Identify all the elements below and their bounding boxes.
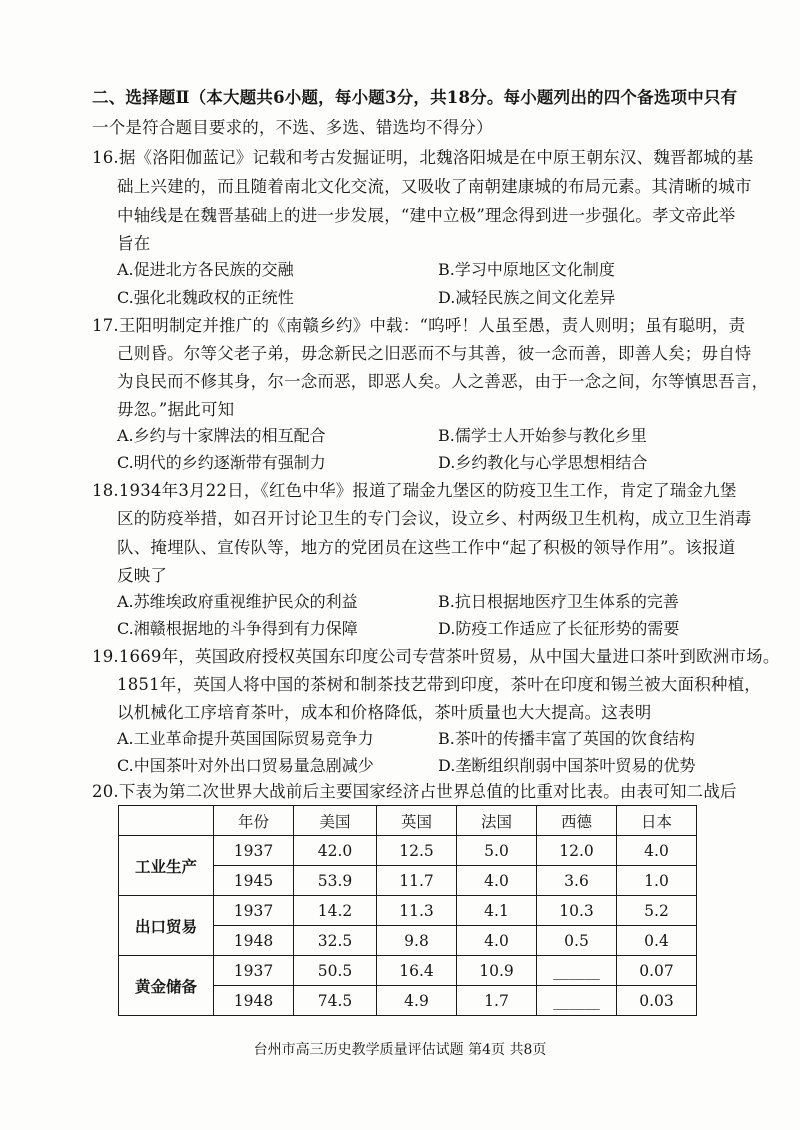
- table-cell: 12.0: [537, 836, 617, 866]
- q17-option-d: D.乡约教化与心学思想相结合: [438, 453, 648, 472]
- table-cell: 4.0: [457, 866, 537, 896]
- table-row: [119, 836, 697, 866]
- table-cell: 1937: [214, 956, 294, 986]
- table-cell: 3.6: [537, 866, 617, 896]
- table-cell: 1.0: [617, 866, 697, 896]
- q19-line-2: 1851年，英国人将中国的茶树和制茶技艺带到印度，茶叶在印度和锡兰被大面积种植，: [117, 675, 761, 694]
- row-group-label: 工业生产: [119, 836, 214, 896]
- table-cell: 11.7: [377, 866, 457, 896]
- table-cell: 0.5: [537, 926, 617, 956]
- table-header-cell: 美国: [294, 806, 377, 836]
- section-header-line-2: 一个是符合题目要求的，不选、多选、错选均不得分）: [92, 118, 493, 137]
- q16-option-c: C.强化北魏政权的正统性: [117, 288, 294, 307]
- table-header-cell: 英国: [377, 806, 457, 836]
- page-footer: 台州市高三历史教学质量评估试题 第4页 共8页: [253, 1042, 547, 1058]
- table-cell: 4.1: [457, 896, 537, 926]
- row-group-label: 出口贸易: [119, 896, 214, 956]
- table-cell: 4.9: [377, 986, 457, 1016]
- q19-line-3: 以机械化工序培育茶叶，成本和价格降低，茶叶质量也大大提高。这表明: [117, 703, 652, 722]
- q18-option-a: A.苏维埃政府重视维护民众的利益: [117, 592, 358, 611]
- q18-line-2: 区的防疫举措，如召开讨论卫生的专门会议，设立乡、村两级卫生机构，成立卫生消毒: [117, 509, 752, 528]
- q19-option-c: C.中国茶叶对外出口贸易量急剧减少: [117, 756, 374, 775]
- q16-option-a: A.促进北方各民族的交融: [117, 260, 294, 279]
- table-cell: 32.5: [294, 926, 377, 956]
- section-header-line-1: 二、选择题Ⅱ（本大题共6小题，每小题3分，共18分。每小题列出的四个备选项中只有: [92, 88, 738, 107]
- q18-option-d: D.防疫工作适应了长征形势的需要: [438, 619, 680, 638]
- table-cell: 1948: [214, 986, 294, 1016]
- table-cell: 11.3: [377, 896, 457, 926]
- table-cell: 10.3: [537, 896, 617, 926]
- table-cell: 1937: [214, 896, 294, 926]
- table-cell: 0.03: [617, 986, 697, 1016]
- table-cell: 42.0: [294, 836, 377, 866]
- table-cell: 1937: [214, 836, 294, 866]
- q16-line-2: 础上兴建的，而且随着南北文化交流，又吸收了南朝建康城的布局元素。其清晰的城市: [117, 177, 752, 196]
- q19-option-b: B.茶叶的传播丰富了英国的饮食结构: [438, 729, 695, 748]
- q19-line-1: 19.1669年，英国政府授权英国东印度公司专营茶叶贸易，从中国大量进口茶叶到欧洲市场。: [92, 647, 780, 666]
- table-cell: 74.5: [294, 986, 377, 1016]
- table-header-row: [119, 806, 697, 836]
- table-cell: 5.0: [457, 836, 537, 866]
- table-header-cell: 年份: [214, 806, 294, 836]
- table-header-cell: [119, 806, 214, 836]
- q18-line-1: 18.1934年3月22日，《红色中华》报道了瑞金九堡区的防疫卫生工作，肯定了瑞金九堡: [92, 481, 737, 500]
- table-cell: 1948: [214, 926, 294, 956]
- table-cell: 50.5: [294, 956, 377, 986]
- q20-line-1: 20.下表为第二次世界大战前后主要国家经济占世界总值的比重对比表。由表可知二战后: [92, 782, 737, 801]
- table-cell: 4.0: [457, 926, 537, 956]
- table-row: [119, 956, 697, 986]
- table-cell: 9.8: [377, 926, 457, 956]
- q16-option-b: B.学习中原地区文化制度: [438, 260, 615, 279]
- table-cell: 10.9: [457, 956, 537, 986]
- table-header-cell: 日本: [617, 806, 697, 836]
- table-cell: 5.2: [617, 896, 697, 926]
- q19-option-a: A.工业革命提升英国国际贸易竞争力: [117, 729, 374, 748]
- q17-line-1: 17.王阳明制定并推广的《南赣乡约》中载：“呜呼！人虽至愚，责人则明；虽有聪明，责: [92, 316, 746, 335]
- table-cell: 1.7: [457, 986, 537, 1016]
- q18-line-3: 队、掩埋队、宣传队等，地方的党团员在这些工作中“起了积极的领导作用”。该报道: [117, 538, 736, 557]
- q18-option-b: B.抗日根据地医疗卫生体系的完善: [438, 592, 679, 611]
- q17-option-b: B.儒学士人开始参与教化乡里: [438, 426, 647, 445]
- q18-option-c: C.湘赣根据地的斗争得到有力保障: [117, 619, 358, 638]
- row-group-label: 黄金储备: [119, 956, 214, 1016]
- table-cell: 0.07: [617, 956, 697, 986]
- q17-option-c: C.明代的乡约逐渐带有强制力: [117, 453, 326, 472]
- table-cell: ______: [537, 986, 617, 1016]
- table-cell: 12.5: [377, 836, 457, 866]
- q16-line-3: 中轴线是在魏晋基础上的进一步发展，“建中立极”理念得到进一步强化。孝文帝此举: [117, 206, 736, 225]
- table-cell: 16.4: [377, 956, 457, 986]
- q16-line-1: 16.据《洛阳伽蓝记》记载和考古发掘证明，北魏洛阳城是在中原王朝东汉、魏晋都城的基: [92, 148, 754, 167]
- q18-line-4: 反映了: [117, 566, 168, 585]
- q17-line-4: 毋忽。”据此可知: [117, 400, 235, 419]
- table-header-cell: 西德: [537, 806, 617, 836]
- table-cell: 0.4: [617, 926, 697, 956]
- q19-option-d: D.垄断组织削弱中国茶叶贸易的优势: [438, 756, 696, 775]
- table-row: [119, 896, 697, 926]
- q17-line-3: 为良民而不修其身，尔一念而恶，即恶人矣。人之善恶，由于一念之间，尔等慎思吾言，: [117, 372, 769, 391]
- q16-line-4: 旨在: [117, 234, 151, 253]
- economy-comparison-table: [118, 805, 697, 1016]
- table-cell: 53.9: [294, 866, 377, 896]
- q17-option-a: A.乡约与十家牌法的相互配合: [117, 426, 326, 445]
- table-cell: 4.0: [617, 836, 697, 866]
- q16-option-d: D.减轻民族之间文化差异: [438, 288, 616, 307]
- table-cell: 14.2: [294, 896, 377, 926]
- table-cell: ______: [537, 956, 617, 986]
- table-header-cell: 法国: [457, 806, 537, 836]
- q17-line-2: 己则昏。尔等父老子弟，毋念新民之旧恶而不与其善，彼一念而善，即善人矣；毋自恃: [117, 344, 752, 363]
- table-cell: 1945: [214, 866, 294, 896]
